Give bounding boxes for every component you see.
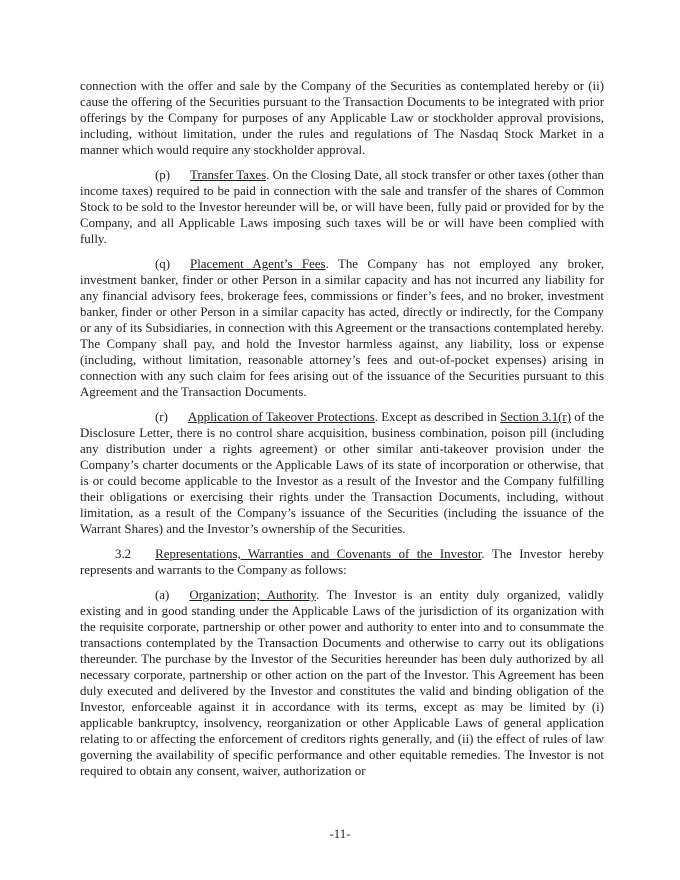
clause-body-pre: Except as described in — [381, 410, 501, 424]
paragraph-continuation — [80, 78, 604, 158]
document-body — [80, 78, 604, 788]
clause-body: On the Closing Date, all stock transfer or other taxes (other than income taxes) required to be paid in connection with the sale and transfer of the shares of Common Stock to be sold to the Investor hereunder will be, or will have been, fully paid or provided for by the Company, and all Applicable Laws imposing such taxes will be or will have been complied with fully. — [80, 168, 604, 246]
paragraph-text: connection with the offer and sale by the Company of the Securities as contemplated hereby or (ii) cause the offering of the Securities pursuant to the Transaction Documents to be integrated with prior offerings by the Company for purposes of any Applicable Law or stockholder approval provisions, including, without limitation, under the rules and regulations of The Nasdaq Stock Market in a manner which would require any stockholder approval. — [80, 79, 604, 157]
clause-label: (a) — [155, 588, 170, 602]
heading-period: . — [325, 257, 329, 271]
heading-period: . — [266, 168, 270, 182]
clause-label: (r) — [155, 410, 168, 424]
paragraph-transfer-taxes — [80, 167, 604, 247]
section-heading: Representations, Warranties and Covenants of the Investor — [155, 547, 482, 561]
heading-period: . — [374, 410, 378, 424]
paragraph-takeover-protections — [80, 409, 604, 537]
clause-label: (q) — [155, 257, 171, 271]
paragraph-organization-authority — [80, 587, 604, 779]
paragraph-placement-agents-fees — [80, 256, 604, 400]
section-reference: Section 3.1(r) — [500, 410, 572, 424]
clause-heading: Organization; Authority — [189, 588, 317, 602]
section-number: 3.2 — [115, 547, 132, 561]
clause-body-post: of the Disclosure Letter, there is no control share acquisition, business combination, poison pill (including any distribution under a rights agreement) or other similar anti-takeover provision under the Company’s charter documents or the Applicable Laws of its state of incorporation or otherwise, that is or could become applicable to the Investor as a result of the Investor and the Company fulfilling their obligations or exercising their rights under the Transaction Documents, including, without limitation, as a result of the Company’s issuance of the Securities (including the issuance of the Warrant Shares) and the Investor’s ownership of the Securities. — [80, 410, 604, 536]
clause-heading: Transfer Taxes — [190, 168, 267, 182]
paragraph-section-3-2 — [80, 546, 604, 578]
heading-period: . — [481, 547, 485, 561]
clause-heading: Application of Takeover Protections — [187, 410, 375, 424]
page-number: -11- — [329, 827, 351, 841]
heading-period: . — [316, 588, 320, 602]
clause-heading: Placement Agent’s Fees — [190, 257, 326, 271]
clause-body: The Company has not employed any broker, investment banker, finder or other Person in a similar capacity and has not incurred any liability for any financial advisory fees, brokerage fees, commissions or finder’s fees, and no broker, investment banker, finder or other Person in a similar capacity has acted, directly or indirectly, for the Company or any of its Subsidiaries, in connection with this Agreement or the transactions contemplated hereby. The Company shall pay, and hold the Investor harmless against, any liability, loss or expense (including, without limitation, reasonable attorney’s fees and out-of-pocket expenses) arising in connection with any such claim for fees arising out of the issuance of the Securities pursuant to this Agreement and the Transaction Documents. — [80, 257, 604, 399]
section-body: The Investor hereby represents and warrants to the Company as follows: — [80, 547, 604, 577]
clause-label: (p) — [155, 168, 171, 182]
clause-body: The Investor is an entity duly organized, validly existing and in good standing under the Applicable Laws of the jurisdiction of its organization with the requisite corporate, partnership or other power and authority to enter into and to consummate the transactions contemplated by the Transaction Documents and otherwise to carry out its obligations thereunder. The purchase by the Investor of the Securities hereunder has been duly authorized by all necessary corporate, partnership or other action on the part of the Investor. This Agreement has been duly executed and delivered by the Investor and constitutes the valid and binding obligation of the Investor, enforceable against it in accordance with its terms, except as may be limited by (i) applicable bankruptcy, insolvency, reorganization or other Applicable Laws of general application relating to or affecting the enforcement of creditors rights generally, and (ii) the effect of rules of law governing the availability of specific performance and other equitable remedies. The Investor is not required to obtain any consent, waiver, authorization or — [80, 588, 604, 778]
